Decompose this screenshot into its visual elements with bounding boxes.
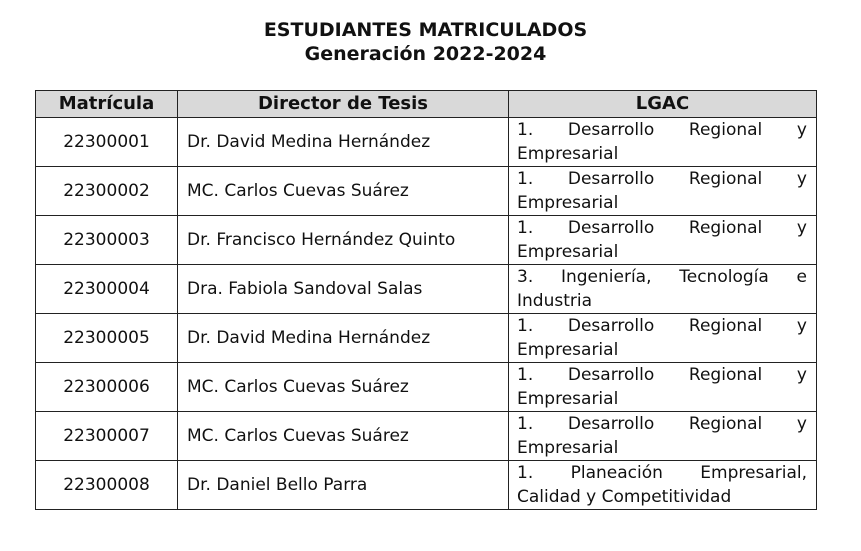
cell-lgac: 1. Desarrollo Regional y Empresarial xyxy=(509,363,817,412)
cell-director: Dra. Fabiola Sandoval Salas xyxy=(178,265,509,314)
cell-director: Dr. Francisco Hernández Quinto xyxy=(178,216,509,265)
table-row xyxy=(36,412,817,461)
cell-matricula: 22300004 xyxy=(36,265,178,314)
cell-director: Dr. Daniel Bello Parra xyxy=(178,461,509,510)
cell-matricula: 22300008 xyxy=(36,461,178,510)
table-row xyxy=(36,363,817,412)
table-row xyxy=(36,265,817,314)
cell-matricula: 22300007 xyxy=(36,412,178,461)
cell-director: MC. Carlos Cuevas Suárez xyxy=(178,412,509,461)
table-row xyxy=(36,216,817,265)
table-row xyxy=(36,118,817,167)
table-row xyxy=(36,314,817,363)
cell-matricula: 22300005 xyxy=(36,314,178,363)
cell-director: Dr. David Medina Hernández xyxy=(178,314,509,363)
document-subtitle: Generación 2022-2024 xyxy=(304,43,547,65)
table-header-row xyxy=(36,91,817,118)
cell-lgac: 1. Planeación Empresarial, Calidad y Competitividad xyxy=(509,461,817,510)
cell-lgac: 1. Desarrollo Regional y Empresarial xyxy=(509,314,817,363)
table-row xyxy=(36,167,817,216)
cell-matricula: 22300006 xyxy=(36,363,178,412)
cell-lgac: 1. Desarrollo Regional y Empresarial xyxy=(509,167,817,216)
cell-lgac: 1. Desarrollo Regional y Empresarial xyxy=(509,118,817,167)
cell-matricula: 22300001 xyxy=(36,118,178,167)
cell-lgac: 1. Desarrollo Regional y Empresarial xyxy=(509,412,817,461)
column-header-lgac: LGAC xyxy=(509,91,817,118)
cell-director: MC. Carlos Cuevas Suárez xyxy=(178,167,509,216)
students-table xyxy=(35,90,817,510)
column-header-matricula: Matrícula xyxy=(36,91,178,118)
cell-matricula: 22300003 xyxy=(36,216,178,265)
document-title: ESTUDIANTES MATRICULADOS xyxy=(263,19,588,41)
column-header-director: Director de Tesis xyxy=(178,91,509,118)
cell-director: MC. Carlos Cuevas Suárez xyxy=(178,363,509,412)
table-row xyxy=(36,461,817,510)
cell-director: Dr. David Medina Hernández xyxy=(178,118,509,167)
cell-lgac: 1. Desarrollo Regional y Empresarial xyxy=(509,216,817,265)
cell-lgac: 3. Ingeniería, Tecnología e Industria xyxy=(509,265,817,314)
cell-matricula: 22300002 xyxy=(36,167,178,216)
